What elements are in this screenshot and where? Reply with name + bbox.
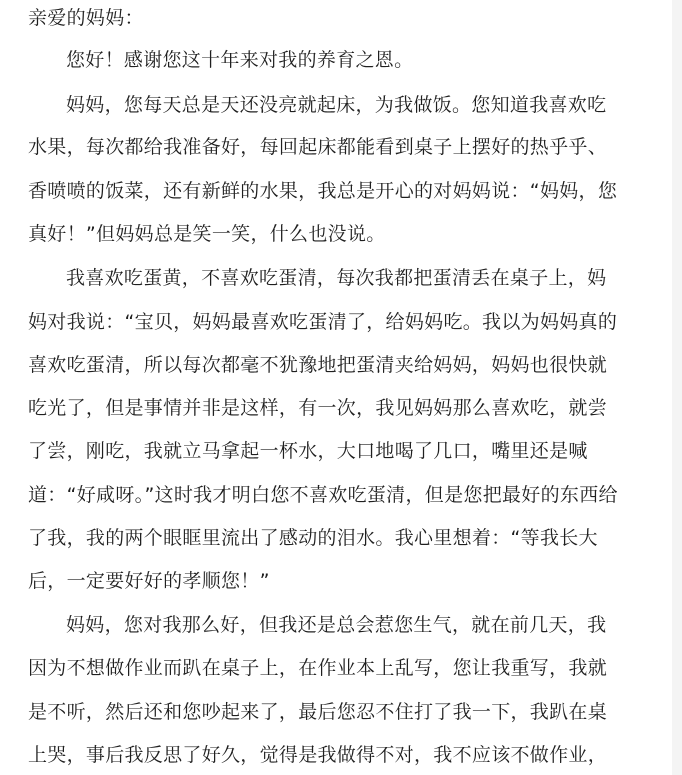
text-line: 妈妈，您每天总是天还没亮就起床，为我做饭。您知道我喜欢吃 (66, 94, 607, 116)
text-line: 妈对我说：“宝贝，妈妈最喜欢吃蛋清了，给妈妈吃。我以为妈妈真的 (28, 311, 618, 333)
text-line: 了尝，刚吃，我就立马拿起一杯水，大口地喝了几口，嘴里还是喊 (28, 440, 588, 462)
text-line: 因为不想做作业而趴在桌子上，在作业本上乱写，您让我重写，我就 (28, 657, 608, 679)
text-line: 后，一定要好好的孝顺您！” (28, 570, 270, 592)
text-line: 吃光了，但是事情并非是这样，有一次，我见妈妈那么喜欢吃，就尝 (28, 397, 608, 419)
text-line: 我喜欢吃蛋黄，不喜欢吃蛋清，每次我都把蛋清丢在桌子上，妈 (66, 267, 607, 289)
text-line: 妈妈，您对我那么好，但我还是总会惹您生气，就在前几天，我 (66, 614, 607, 636)
text-line: 水果，每次都给我准备好，每回起床都能看到桌子上摆好的热乎乎、 (28, 136, 608, 158)
text-line: 道：“好咸呀。”这时我才明白您不喜欢吃蛋清，但是您把最好的东西给 (28, 484, 618, 506)
salutation-line: 亲爱的妈妈： (28, 7, 144, 29)
text-line: 真好！”但妈妈总是笑一笑，什么也没说。 (28, 223, 386, 245)
page-edge (672, 0, 682, 775)
text-line: 香喷喷的饭菜，还有新鲜的水果，我总是开心的对妈妈说：“妈妈，您 (28, 180, 618, 202)
text-line: 是不听，然后还和您吵起来了，最后您忍不住打了我一下，我趴在桌 (28, 701, 608, 723)
text-line: 上哭，事后我反思了好久，觉得是我做得不对，我不应该不做作业， (28, 744, 608, 766)
text-line: 您好！感谢您这十年来对我的养育之恩。 (66, 49, 414, 71)
text-line: 了我，我的两个眼眶里流出了感动的泪水。我心里想着：“等我长大 (28, 527, 598, 549)
text-line: 喜欢吃蛋清，所以每次都毫不犹豫地把蛋清夹给妈妈，妈妈也很快就 (28, 354, 608, 376)
